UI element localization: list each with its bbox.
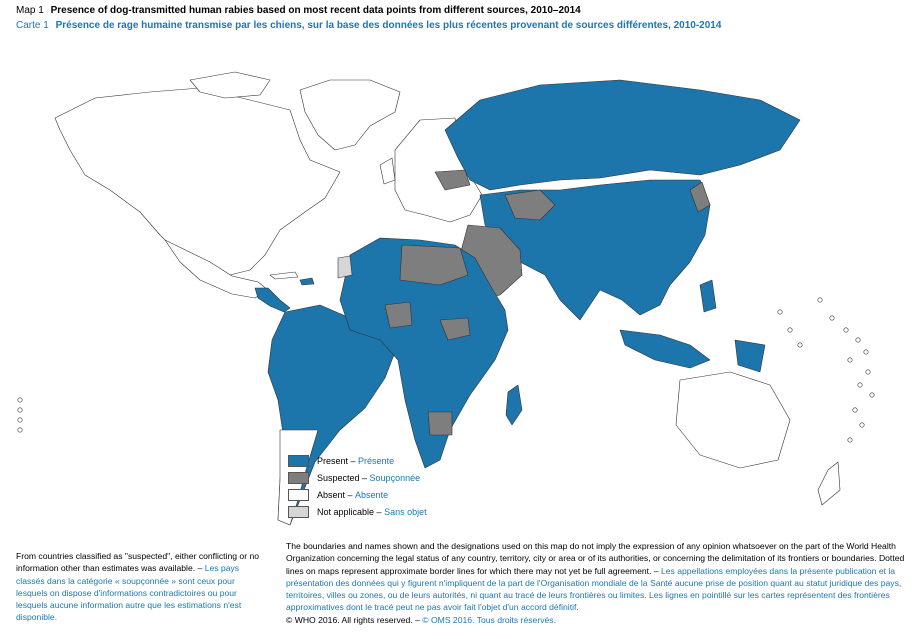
- legend-na-sep: –: [374, 506, 385, 517]
- region-greenland: [300, 80, 400, 150]
- disclaimer: [286, 540, 914, 626]
- island-marker: [856, 338, 860, 342]
- legend-present-fr: Présente: [358, 455, 395, 466]
- island-marker: [18, 428, 22, 432]
- disclaimer-fr: Les appellations employées dans la présente publication et la présentation des données qui y figurent n'impliquent de la part de l'Organisation mondiale de la Santé aucune prise de position quant au statut juridique des pays, territoires, villes ou zones, ou de leurs autorités, ni quant au tracé de leurs frontières ou limites. Les lignes en pointillé sur les cartes représentent des frontières approximatives dont le tracé peut ne pas avoir fait l'objet d'un accord définitif.: [286, 565, 902, 613]
- region-png: [735, 340, 765, 372]
- legend-present-en: Present: [317, 455, 349, 466]
- island-marker: [844, 328, 848, 332]
- legend-absent: [288, 486, 427, 503]
- region-haiti: [300, 278, 314, 285]
- island-marker: [853, 408, 857, 412]
- region-russia: [445, 80, 800, 190]
- legend-swatch-not-applicable: [288, 506, 309, 518]
- footnote-suspected-en: From countries classified as "suspected", either conflicting or no information other than estimates was available. –: [16, 551, 260, 574]
- legend-na-fr: Sans objet: [384, 506, 427, 517]
- island-marker: [778, 310, 782, 314]
- region-niger-part: [385, 302, 412, 328]
- map-title-en: [16, 5, 581, 16]
- region-indonesia: [620, 330, 710, 368]
- island-marker: [818, 298, 822, 302]
- footnote-suspected-fr: Les pays classés dans la catégorie « soupçonnée » sont ceux pour lesquels on dispose d'informations contradictoires ou pour lesquels aucune information autre que les estimations n'est disponible.: [16, 563, 242, 623]
- legend-swatch-absent: [288, 489, 309, 501]
- legend-absent-sep: –: [345, 489, 356, 500]
- legend-suspected: [288, 469, 427, 486]
- region-madagascar: [506, 385, 522, 425]
- region-new-zealand: [818, 462, 840, 505]
- legend-absent-fr: Absente: [355, 489, 389, 500]
- island-marker: [788, 328, 792, 332]
- map-title-fr: [16, 20, 721, 31]
- region-philippines: [700, 280, 716, 312]
- legend-absent-en: Absent: [317, 489, 346, 500]
- island-marker: [866, 370, 870, 374]
- island-marker: [870, 393, 874, 397]
- legend-suspected-sep: –: [359, 472, 370, 483]
- legend-swatch-suspected: [288, 472, 309, 484]
- disclaimer-en: The boundaries and names shown and the designations used on this map do not imply the expression of any opinion whatsoever on the part of the World Health Organization concerning the legal status of any country, territory, city or area or of its authorities, or concerning the delimitation of its frontiers or boundaries. Dotted lines on maps represent approximate border lines for which there may not yet be full agreement. –: [286, 541, 905, 576]
- legend-na-en: Not applicable: [317, 506, 375, 517]
- map-label-fr: Carte 1: [16, 20, 49, 31]
- island-marker: [18, 398, 22, 402]
- island-marker: [858, 383, 862, 387]
- region-australia: [676, 372, 790, 468]
- island-marker: [830, 316, 834, 320]
- legend-present: [288, 452, 427, 469]
- copyright-fr: © OMS 2016. Tous droits réservés.: [422, 614, 556, 625]
- region-southern-africa-part: [428, 412, 452, 435]
- region-western-sahara: [338, 256, 352, 278]
- legend-present-sep: –: [348, 455, 359, 466]
- footnote-suspected: [16, 550, 266, 624]
- world-map: [0, 38, 919, 538]
- legend-suspected-fr: Soupçonnée: [369, 472, 421, 483]
- region-uk: [380, 158, 395, 184]
- region-cuba: [270, 272, 298, 279]
- island-marker: [18, 418, 22, 422]
- map-label-en: Map 1: [16, 5, 44, 16]
- region-central-america: [255, 288, 290, 312]
- legend-suspected-en: Suspected: [317, 472, 360, 483]
- map-title-fr-text: Présence de rage humaine transmise par les chiens, sur la base des données les plus récentes provenant de sources différentes, 2010-2014: [55, 20, 722, 31]
- island-marker: [860, 423, 864, 427]
- map-legend: [288, 452, 427, 520]
- island-marker: [848, 358, 852, 362]
- island-marker: [848, 438, 852, 442]
- legend-swatch-present: [288, 455, 309, 467]
- map-title-en-text: Presence of dog-transmitted human rabies based on most recent data points from different sources, 2010–2014: [50, 5, 581, 16]
- copyright-en: © WHO 2016. All rights reserved. –: [286, 614, 423, 625]
- legend-not-applicable: [288, 503, 427, 520]
- island-marker: [18, 408, 22, 412]
- region-north-america: [55, 88, 340, 275]
- island-marker: [798, 343, 802, 347]
- island-marker: [864, 350, 868, 354]
